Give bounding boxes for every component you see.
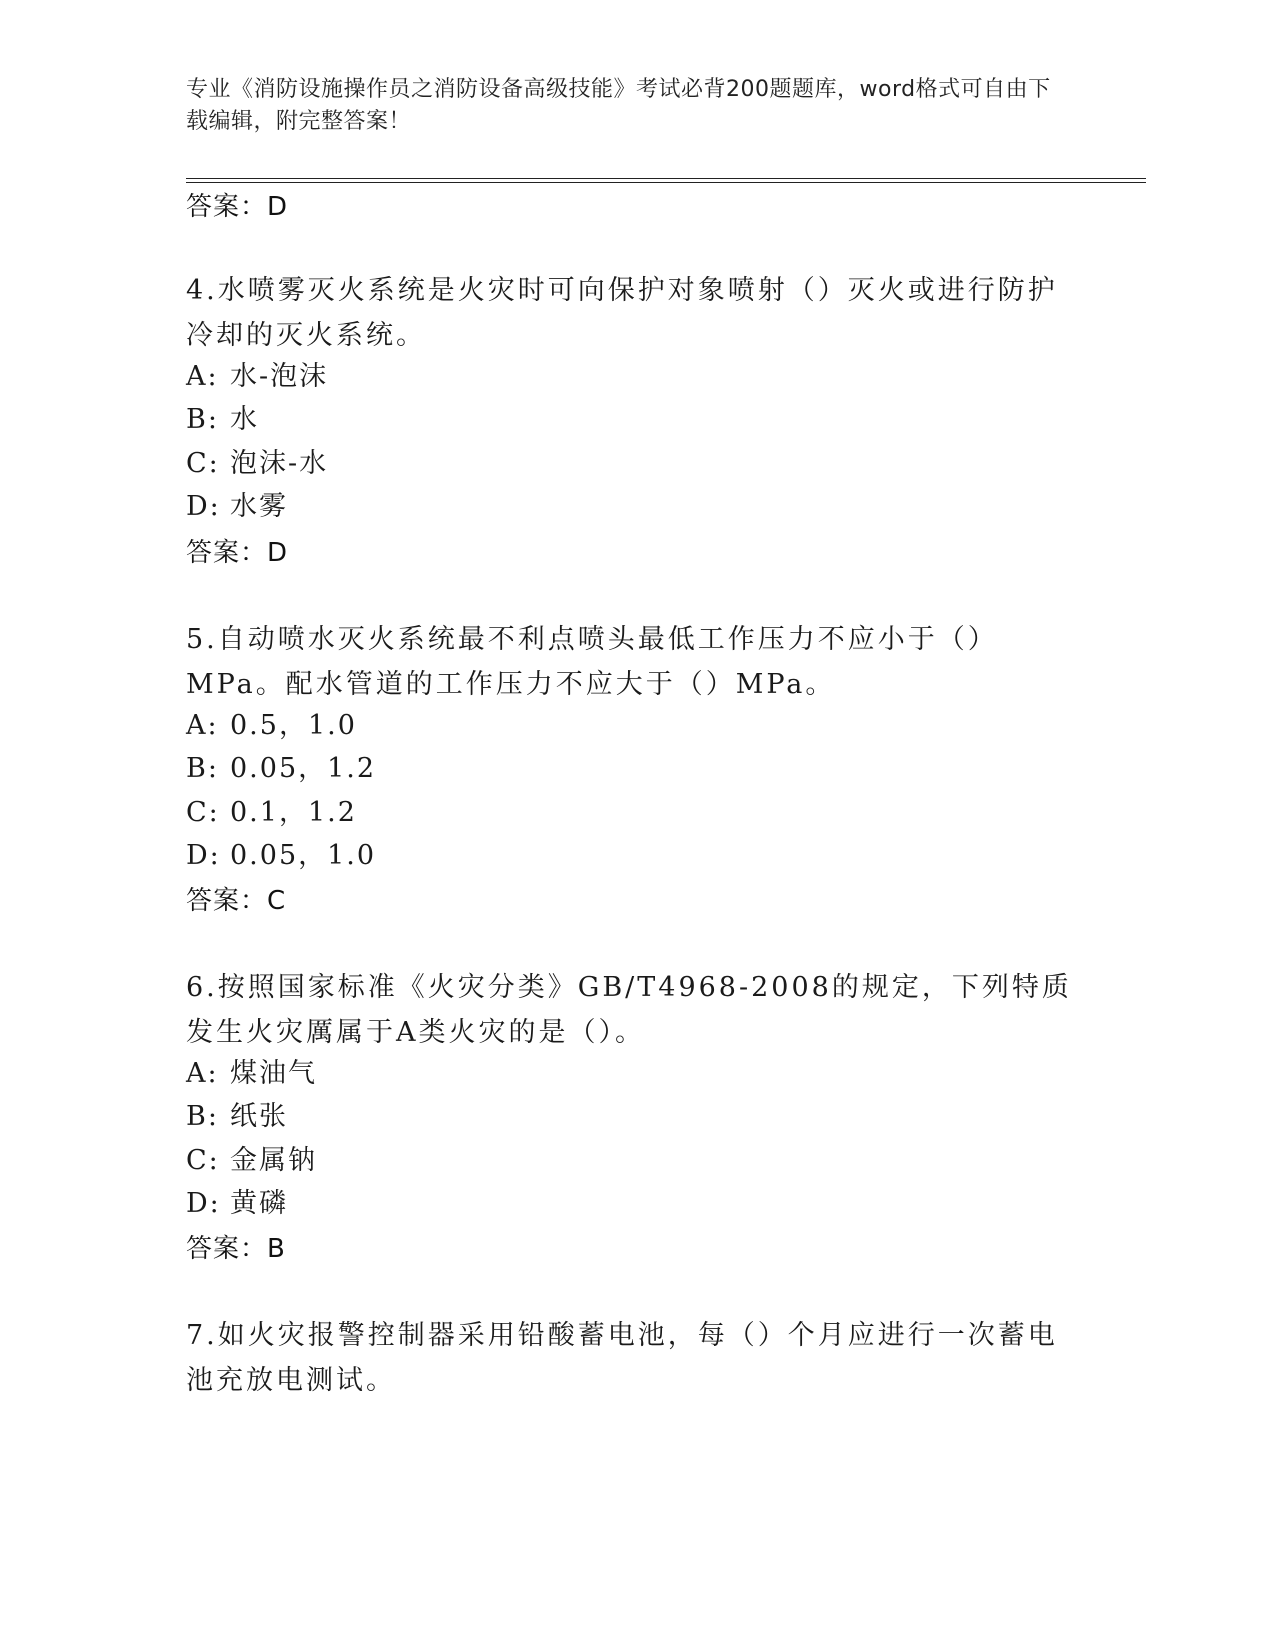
option-d xyxy=(186,1187,288,1221)
option-key: C: xyxy=(186,797,220,828)
option-key: D: xyxy=(186,840,221,871)
document-header: 专业《消防设施操作员之消防设备高级技能》考试必背200题题库，word格式可自由下载编辑，附完整答案！ xyxy=(186,77,1051,134)
question-stem: 5.自动喷水灭火系统最不利点喷头最低工作压力不应小于（）MPa。配水管道的工作压力不应大于（）MPa。 xyxy=(186,624,998,700)
option-key: A: xyxy=(186,361,219,392)
option-d xyxy=(186,490,288,524)
option-text: 泡沫-水 xyxy=(230,448,329,479)
answer-line xyxy=(186,536,287,570)
option-text: 纸张 xyxy=(230,1101,288,1132)
option-key: D: xyxy=(186,491,221,522)
question-stem: 6.按照国家标准《火灾分类》GB/T4968-2008的规定，下列特质发生火灾厲属于A类火灾的是（）。 xyxy=(186,972,1072,1048)
answer-label: 答案： xyxy=(186,886,268,916)
option-text: 0.5，1.0 xyxy=(230,710,357,741)
answer-label: 答案： xyxy=(186,1234,268,1264)
option-key: A: xyxy=(186,710,219,741)
option-a xyxy=(186,709,357,743)
option-a xyxy=(186,1057,317,1091)
answer-label: 答案： xyxy=(186,538,268,568)
option-text: 水-泡沫 xyxy=(230,361,329,392)
question-stem: 7.如火灾报警控制器采用铅酸蓄电池，每（）个月应进行一次蓄电池充放电测试。 xyxy=(186,1320,1058,1396)
header-divider-bottom xyxy=(186,182,1146,183)
option-key: C: xyxy=(186,1145,220,1176)
option-b xyxy=(186,1100,288,1134)
option-c xyxy=(186,796,357,830)
answer-label: 答案： xyxy=(186,192,268,222)
option-key: A: xyxy=(186,1058,219,1089)
option-text: 水雾 xyxy=(230,491,288,522)
answer-value: B xyxy=(267,1234,285,1264)
option-key: B: xyxy=(186,753,219,784)
option-text: 金属钠 xyxy=(230,1145,317,1176)
option-b xyxy=(186,752,376,786)
option-text: 煤油气 xyxy=(230,1058,317,1089)
option-a xyxy=(186,360,328,394)
option-c xyxy=(186,447,328,481)
question-stem: 4.水喷雾灭火系统是火灾时可向保护对象喷射（）灭火或进行防护冷却的灭火系统。 xyxy=(186,275,1058,351)
answer-line xyxy=(186,884,285,918)
answer-line xyxy=(186,1232,285,1266)
option-b xyxy=(186,403,259,437)
answer-value: D xyxy=(267,538,288,568)
option-key: D: xyxy=(186,1188,221,1219)
option-text: 黄磷 xyxy=(230,1188,288,1219)
answer-value: D xyxy=(267,192,288,222)
option-d xyxy=(186,839,376,873)
option-key: B: xyxy=(186,404,219,435)
answer-value: C xyxy=(267,886,286,916)
option-c xyxy=(186,1144,317,1178)
answer-line xyxy=(186,190,287,224)
option-key: B: xyxy=(186,1101,219,1132)
option-text: 0.05，1.2 xyxy=(230,753,377,784)
option-text: 水 xyxy=(230,404,259,435)
option-key: C: xyxy=(186,448,220,479)
option-text: 0.05，1.0 xyxy=(230,840,377,871)
option-text: 0.1，1.2 xyxy=(230,797,357,828)
header-divider-top xyxy=(186,178,1146,179)
